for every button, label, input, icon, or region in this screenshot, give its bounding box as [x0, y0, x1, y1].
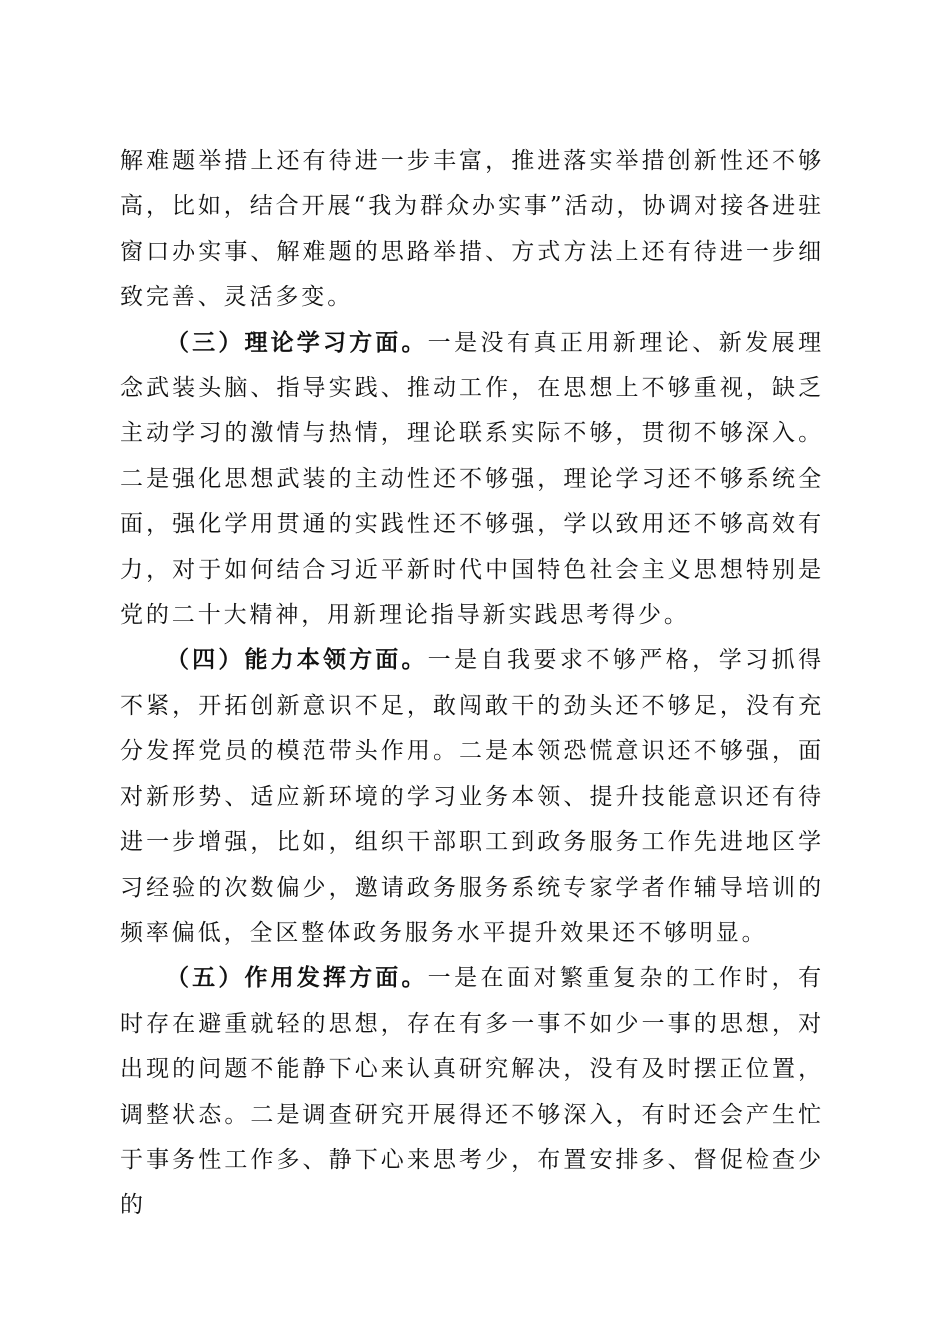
paragraph-capability — [120, 638, 824, 956]
paragraph-text: 一是没有真正用新理论、新发展理念武装头脑、指导实践、推动工作，在思想上不够重视，缺乏主动学习的激情与热情，理论联系实际不够，贯彻不够深入。二是强化思想武装的主动性还不够强，理论学习还不够系统全面，强化学用贯通的实践性还不够强，学以致用还不够高效有力，对于如何结合习近平新时代中国特色社会主义思想特别是党的二十大精神，用新理论指导新实践思考得少。 — [120, 329, 824, 629]
section-heading-role: （五）作用发挥方面。 — [166, 965, 428, 992]
paragraph-text: 一是自我要求不够严格，学习抓得不紧，开拓创新意识不足，敢闯敢干的劲头还不够足，没有充分发挥党员的模范带头作用。二是本领恐慌意识还不够强，面对新形势、适应新环境的学习业务本领、提升技能意识还有待进一步增强，比如，组织干部职工到政务服务工作先进地区学习经验的次数偏少，邀请政务服务系统专家学者作辅导培训的频率偏低，全区整体政务服务水平提升效果还不够明显。 — [120, 647, 824, 946]
document-body — [120, 139, 824, 1229]
section-heading-theory-study: （三）理论学习方面。 — [166, 329, 428, 356]
paragraph-text: 解难题举措上还有待进一步丰富，推进落实举措创新性还不够高，比如，结合开展“我为群众办实事”活动，协调对接各进驻窗口办实事、解难题的思路举措、方式方法上还有待进一步细致完善、灵活多变。 — [120, 148, 824, 311]
paragraph-continuation — [120, 139, 824, 321]
paragraph-role — [120, 956, 824, 1228]
paragraph-text: 一是在面对繁重复杂的工作时，有时存在避重就轻的思想，存在有多一事不如少一事的思想，对出现的问题不能静下心来认真研究解决，没有及时摆正位置，调整状态。二是调查研究开展得还不够深入，有时还会产生忙于事务性工作多、静下心来思考少，布置安排多、督促检查少的 — [120, 965, 824, 1219]
section-heading-capability: （四）能力本领方面。 — [166, 647, 428, 674]
paragraph-theory-study — [120, 321, 824, 639]
